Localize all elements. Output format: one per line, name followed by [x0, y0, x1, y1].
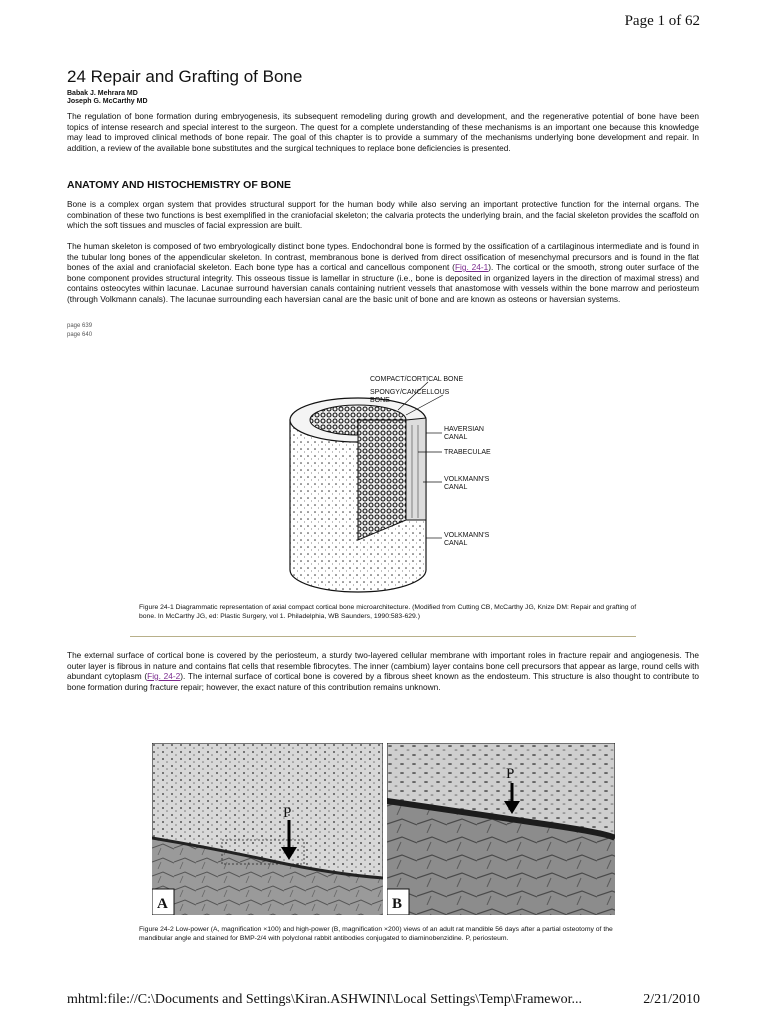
bone-diagram — [278, 370, 508, 600]
page-marker: page 639 — [67, 323, 93, 329]
paragraph-text: ). The cortical or the smooth, strong outer surface of the bone component provides structural integrity. This osseous tissue is lamellar in structure (i.e., bone is deposited in organized layers in the direction of maximal stress) and contains osteocytes within lacunae. Lacunae surround haversian canals containing nutrient vessels that anastomose with vessels within the bone marrow and periosteum (through Volkmann canals). The lacunae surrounding each haversian canal are the basic unit of bone and are known as osteons or haversian systems. — [67, 262, 699, 304]
author-list — [67, 90, 148, 106]
label-volkmanns-canal: VOLKMANN'S — [444, 476, 490, 483]
label-haversian-canal: CANAL — [444, 434, 468, 441]
paragraph-text: The external surface of cortical bone is covered by the periosteum, a sturdy two-layered cellular membrane with important roles in fracture repair and angiogenesis. The outer layer is fibrous in nature and contains flat cells that resemble fibrocytes. The inner (cambium) layer contains bone cell precursors that appear as large, round cells with abundant cytoplasm ( — [67, 650, 699, 681]
figure-24-1-caption: Figure 24-1 Diagrammatic representation of axial compact cortical bone microarchitecture. (Modified from Cutting CB, McCarthy JG, Knize DM: Repair and grafting of bone. In McCarthy JG, ed: Plastic Surgery, vol 1. Philadelphia, WB Saunders, 1990:583-629.) — [139, 604, 637, 620]
author-name: Babak J. Mehrara MD — [67, 90, 138, 97]
label-compact-bone: COMPACT/CORTICAL BONE — [370, 376, 464, 383]
figure-24-2-link[interactable]: Fig. 24-2 — [147, 671, 181, 681]
paragraph-text: ). The internal surface of cortical bone is covered by a fibrous sheet known as the endosteum. This structure is also thought to contribute to bone formation during fracture repair; however, the exact nature of this contribution remains unknown. — [67, 671, 700, 692]
chapter-title: 24 Repair and Grafting of Bone — [67, 67, 303, 86]
author-name: Joseph G. McCarthy MD — [67, 98, 148, 105]
footer-date: 2/21/2010 — [643, 992, 700, 1007]
label-volkmanns-canal: VOLKMANN'S — [444, 532, 490, 539]
micrograph-panel-b — [387, 743, 615, 915]
figure-24-1-link[interactable]: Fig. 24-1 — [454, 262, 489, 272]
paragraph-periosteum — [67, 650, 699, 692]
divider — [130, 636, 636, 637]
section-heading: ANATOMY AND HISTOCHEMISTRY OF BONE — [67, 179, 292, 191]
label-spongy-bone: BONE — [370, 397, 390, 404]
page-number: Page 1 of 62 — [624, 13, 700, 29]
micrograph-panel-a — [152, 743, 383, 915]
page-marker: page 640 — [67, 332, 93, 338]
periosteum-label: P — [506, 766, 515, 782]
paragraph-skeleton-types — [67, 241, 699, 304]
label-volkmanns-canal: CANAL — [444, 540, 468, 547]
figure-24-2-caption: Figure 24-2 Low-power (A, magnification ×100) and high-power (B, magnification ×200) views of an adult rat mandible 56 days after a partial osteotomy of the mandibular angle and stained for BMP-2/4 with polyclonal rabbit antibodies conjugated to diaminobenzidine. P, periosteum. — [139, 926, 613, 942]
paragraph-text: The human skeleton is composed of two embryologically distinct bone types. Endochondral bone is formed by the ossification of a cartilaginous intermediate and is found in the tubular long bones of the appendicular skeleton. In contrast, membranous bone is derived from direct ossification of mesenchymal precursors and is found in the flat bones of the axial and craniofacial skeleton. Each bone type has a cortical and cancellous component ( — [67, 241, 699, 272]
label-spongy-bone: SPONGY/CANCELLOUS — [370, 389, 450, 396]
panel-label: B — [392, 896, 403, 912]
intro-paragraph: The regulation of bone formation during embryogenesis, its subsequent remodeling during growth and development, and the regenerative potential of bone have been topics of intense research and special interest to the surgeon. The quest for a complete understanding of these mechanisms is an important one because this knowledge may lead to improved clinical methods of bone repair. The goal of this chapter is to provide a summary of the mechanisms underlying bone development and repair. In addition, a review of the available bone substitutes and the surgical techniques to replace bone deficiencies is presented. — [67, 111, 699, 153]
periosteum-label: P — [283, 805, 292, 821]
footer-file-path: mhtml:file://C:\Documents and Settings\Kiran.ASHWINI\Local Settings\Temp\Framewor... — [67, 992, 583, 1007]
label-trabeculae: TRABECULAE — [444, 449, 491, 456]
label-haversian-canal: HAVERSIAN — [444, 426, 484, 433]
label-volkmanns-canal: CANAL — [444, 484, 468, 491]
paragraph-bone-overview: Bone is a complex organ system that provides structural support for the human body while also serving an important protective function for the internal organs. The combination of these two functions is best exemplified in the craniofacial skeleton; the calvaria protects the underlying brain, and the facial skeleton provides the scaffold on which the soft tissues and muscles of facial expression are built. — [67, 199, 699, 230]
panel-label: A — [157, 896, 168, 912]
